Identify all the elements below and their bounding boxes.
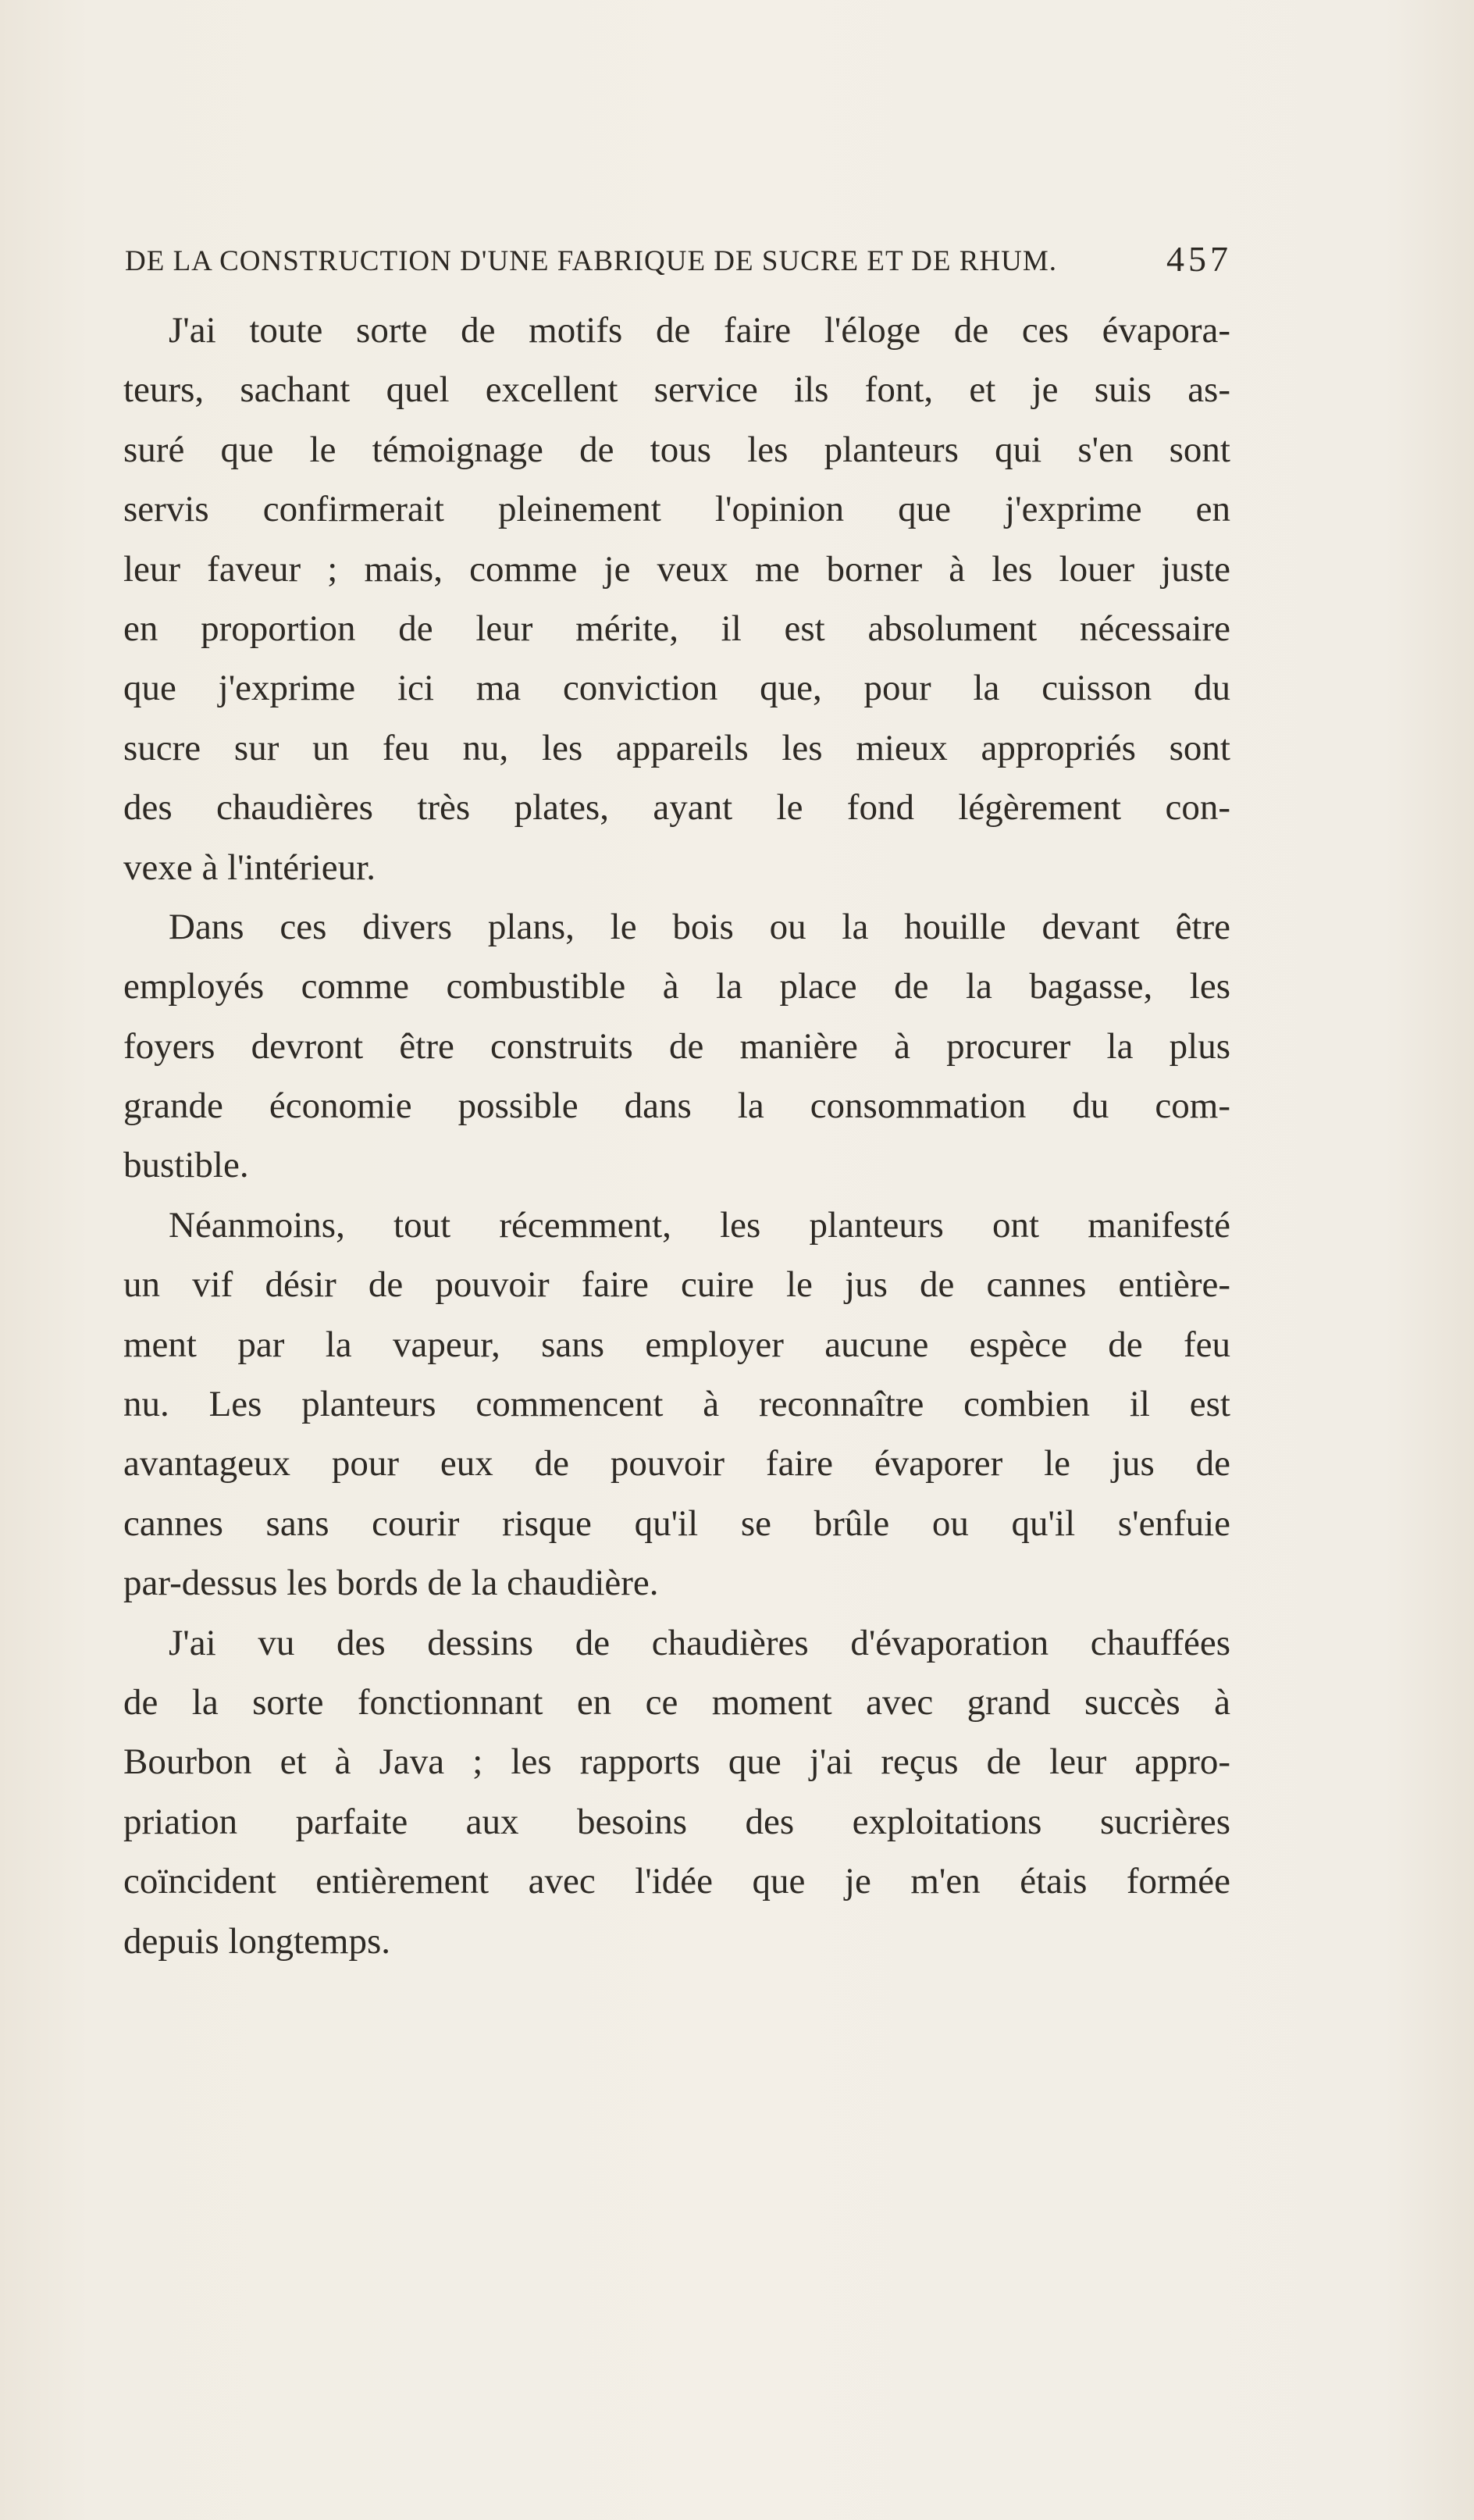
text-line: J'ai vu des dessins de chaudières d'évaporation chauffées bbox=[169, 1622, 1230, 1663]
text-line: leur faveur ; mais, comme je veux me borner à les louer juste bbox=[123, 548, 1230, 590]
text-line: depuis longtemps. bbox=[123, 1920, 391, 1962]
text-line: priation parfaite aux besoins des exploitations sucrières bbox=[123, 1801, 1230, 1842]
running-head: DE LA CONSTRUCTION D'UNE FABRIQUE DE SUCRE ET DE RHUM. bbox=[125, 245, 1057, 277]
text-line: nu. Les planteurs commencent à reconnaître combien il est bbox=[123, 1384, 1230, 1425]
text-line: des chaudières très plates, ayant le fond légèrement con- bbox=[123, 787, 1230, 829]
text-line: sucre sur un feu nu, les appareils les mieux appropriés sont bbox=[123, 727, 1230, 768]
text-line: en proportion de leur mérite, il est absolument nécessaire bbox=[123, 608, 1230, 649]
text-line: employés comme combustible à la place de la bagasse, les bbox=[123, 966, 1230, 1007]
text-line: Bourbon et à Java ; les rapports que j'ai reçus de leur appro- bbox=[123, 1741, 1230, 1783]
text-line: coïncident entièrement avec l'idée que je m'en étais formée bbox=[123, 1861, 1230, 1902]
text-line: par-dessus les bords de la chaudière. bbox=[123, 1563, 659, 1604]
paragraph bbox=[123, 897, 1230, 1196]
text-line: cannes sans courir risque qu'il se brûle ou qu'il s'enfuie bbox=[123, 1502, 1230, 1544]
text-line: de la sorte fonctionnant en ce moment avec grand succès à bbox=[123, 1681, 1230, 1723]
text-line: grande économie possible dans la consommation du com- bbox=[123, 1085, 1230, 1127]
paragraph bbox=[123, 1196, 1230, 1613]
text-line: J'ai toute sorte de motifs de faire l'éloge de ces évapora- bbox=[169, 310, 1230, 351]
text-line: foyers devront être construits de manière à procurer la plus bbox=[123, 1025, 1230, 1067]
text-line: servis confirmerait pleinement l'opinion que j'exprime en bbox=[123, 489, 1230, 530]
text-line: ment par la vapeur, sans employer aucune espèce de feu bbox=[123, 1324, 1230, 1365]
paragraph bbox=[123, 301, 1230, 897]
body-text bbox=[123, 301, 1230, 1971]
text-line: teurs, sachant quel excellent service ils font, et je suis as- bbox=[123, 369, 1230, 411]
text-line: avantageux pour eux de pouvoir faire évaporer le jus de bbox=[123, 1443, 1230, 1485]
text-line: suré que le témoignage de tous les planteurs qui s'en sont bbox=[123, 429, 1230, 470]
text-line: bustible. bbox=[123, 1145, 249, 1186]
paragraph bbox=[123, 1613, 1230, 1971]
text-line: un vif désir de pouvoir faire cuire le jus de cannes entière- bbox=[123, 1264, 1230, 1306]
page-header bbox=[125, 238, 1232, 285]
text-line: que j'exprime ici ma conviction que, pour la cuisson du bbox=[123, 668, 1230, 709]
page-number: 457 bbox=[1166, 239, 1232, 279]
text-line: Néanmoins, tout récemment, les planteurs ont manifesté bbox=[169, 1204, 1230, 1246]
text-line: Dans ces divers plans, le bois ou la houille devant être bbox=[169, 906, 1230, 947]
text-line: vexe à l'intérieur. bbox=[123, 847, 376, 888]
